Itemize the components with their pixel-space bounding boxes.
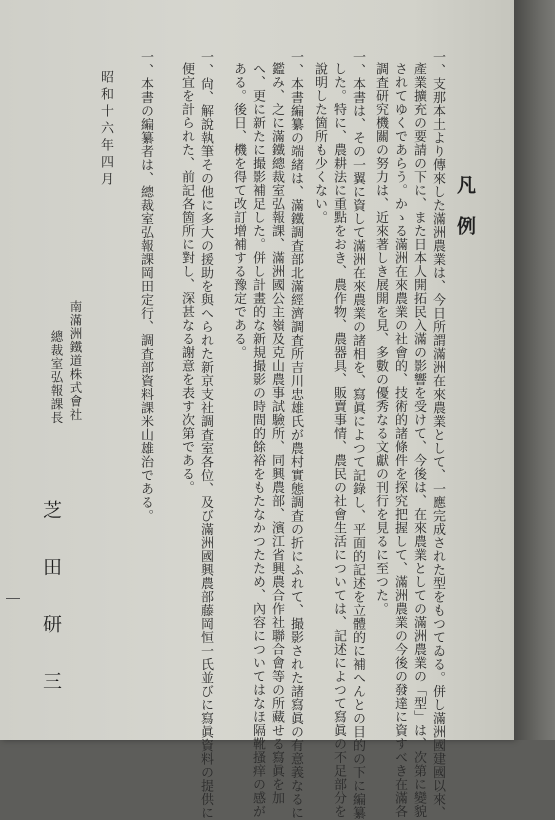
paragraph-2-line-3: 說明した箇所も少くない。 [312, 62, 327, 224]
organization-department: 總裁室弘報課長 [49, 330, 64, 425]
paragraph-3-line-3: へ、更に新たに撮影補足した。併し計畫的な新規撮影の時間的餘裕をもたなかつたため、內容についてはなほ隔靴搔痒の感が [250, 62, 265, 818]
paragraph-3-line-1: 一、本書編纂の端緒は、滿鐵調査部北滿經濟調査所吉川忠雄氏が農村實態調査の折にふれて、撮影された諸寫眞の有意義なるに [288, 50, 303, 820]
paragraph-3-line-4: ある。後日、機を得て改訂增補する豫定である。 [231, 62, 246, 359]
organization-name: 南滿洲鐵道株式會社 [68, 300, 83, 422]
paragraph-5-line-1: 一、本書の編纂者は、總裁室弘報課岡田定行、調査部資料課米山雄治である。 [138, 50, 153, 523]
paragraph-1-line-3: されてゆくであらう。かゝる滿洲在來農業の社會的、技術的諸條件を探究把握して、滿洲農業の今後の發達に資すべき在滿各 [392, 62, 407, 818]
signer-name: 芝田研三 [40, 500, 62, 728]
publication-date: 昭和十六年四月 [98, 70, 113, 189]
paragraph-2-line-2: した。特に、農耕法に重點をおき、農作物、農器具、販賣事情、農民の社會生活については、記述によつて寫眞の不足部分を [331, 62, 346, 818]
paragraph-1-line-4: 調査研究機關の努力は、近來著しき展開を見、多數の優秀なる文獻の刊行を見るに至つた。 [373, 62, 388, 616]
page-title: 凡例 [454, 175, 476, 257]
paragraph-1-line-1: 一、支那本土より傳來した滿洲農業は、今日所謂滿洲在來農業として、一應完成された型をもつてゐる。併し滿洲國建國以來、 [430, 50, 445, 820]
paragraph-4-line-2: 便宜を計られた、前記各箇所に對し、深甚なる謝意を表す次第である。 [179, 62, 194, 494]
paragraph-4-line-1: 一、尙、解說執筆その他に多大の援助を與へられた新京支社調査室各位、及び滿洲國興農部藤岡恒一氏並びに寫眞資料の提供に [198, 50, 213, 820]
book-edge-shadow [514, 0, 555, 740]
paragraph-2-line-1: 一、本書は、その一翼に資して滿洲在來農業の諸相を、寫眞によつて記錄し、平面的記述を立體的に補へんとの目的の下に編纂 [350, 50, 365, 820]
paragraph-1-line-2: 產業擴充の要請の下に、また日本人開拓民入滿の影響を受けて、今後は、在來農業としての滿洲農業の「型」は、次第に變貌 [411, 62, 426, 818]
paragraph-3-line-2: 鑑み、之に滿鐵總裁室弘報課、滿洲國公主嶺及克山農事試驗所、同興農部、濱江省興農合作社聯合會等の所藏せる寫眞を加 [269, 62, 284, 805]
page-edge-mark [6, 598, 20, 599]
